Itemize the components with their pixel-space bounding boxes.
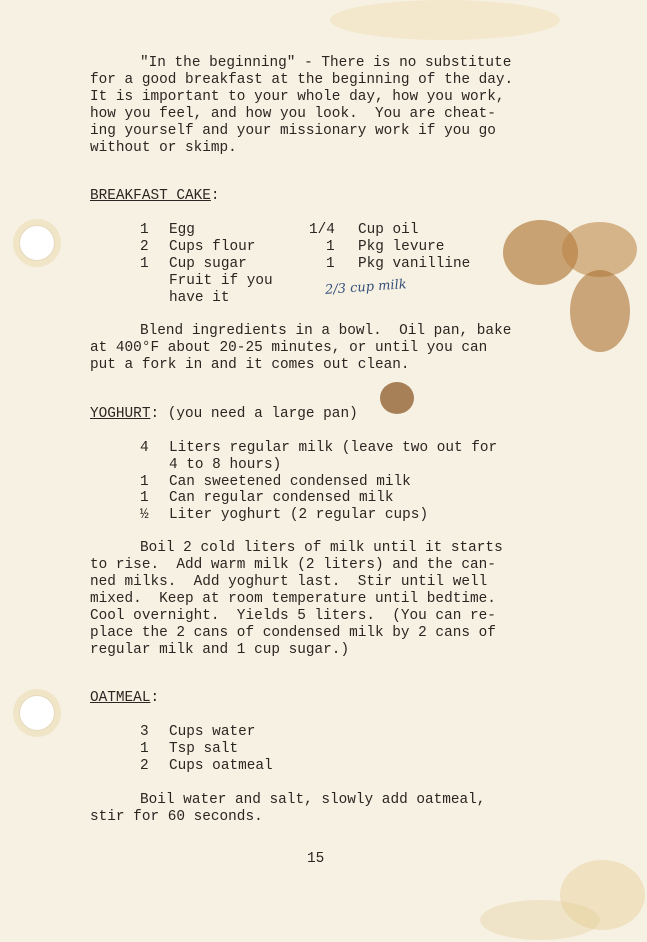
yoghurt-subtitle: : (you need a large pan) (150, 406, 358, 422)
ingredient-name: Cups oatmeal (169, 758, 273, 774)
instruction-line: place the 2 cans of condensed milk by 2 cans of (90, 625, 496, 641)
oatmeal-title: OATMEAL (90, 690, 151, 706)
breakfast-cake-title: BREAKFAST CAKE (90, 188, 211, 204)
intro-line: It is important to your whole day, how you work, (90, 89, 505, 105)
ingredient-qty: 1 (326, 239, 335, 255)
intro-line: for a good breakfast at the beginning of the day. (90, 72, 514, 88)
handwritten-note: 2/3 cup milk (324, 277, 408, 298)
ingredient-name: Tsp salt (169, 741, 239, 757)
ingredient-name: Fruit if you (169, 273, 273, 289)
ingredient-name: Pkg levure (358, 239, 445, 255)
ingredient-qty: 1 (140, 222, 149, 238)
binder-hole-bottom (19, 695, 55, 731)
instruction-line: regular milk and 1 cup sugar.) (90, 642, 350, 658)
intro-line: ing yourself and your missionary work if you go (90, 123, 496, 139)
instruction-line: to rise. Add warm milk (2 liters) and the can- (90, 557, 496, 573)
ingredient-name: Cup sugar (169, 256, 247, 272)
ingredient-name: have it (169, 290, 230, 306)
coffee-stain-drip (570, 270, 630, 352)
ingredient-qty: ½ (140, 507, 149, 523)
page-number: 15 (307, 851, 325, 867)
ingredient-name: Liter yoghurt (2 regular cups) (169, 507, 429, 523)
instruction-line: Cool overnight. Yields 5 liters. (You can re- (90, 608, 496, 624)
ingredient-qty: 4 (140, 440, 149, 456)
ingredient-qty: 2 (140, 758, 149, 774)
instruction-line: mixed. Keep at room temperature until bedtime. (90, 591, 496, 607)
ingredient-name: Can sweetened condensed milk (169, 474, 411, 490)
intro-line: "In the beginning" - There is no substitute (140, 55, 512, 71)
ingredient-qty: 1 (326, 256, 335, 272)
ingredient-qty: 2 (140, 239, 149, 255)
binder-hole-top (19, 225, 55, 261)
ingredient-name: Liters regular milk (leave two out for (169, 440, 498, 456)
intro-line: without or skimp. (90, 140, 237, 156)
breakfast-cake-heading (90, 188, 220, 205)
ingredient-qty: 1/4 (309, 222, 335, 238)
ingredient-qty: 1 (140, 256, 149, 272)
oatmeal-heading (90, 690, 159, 707)
ingredient-qty: 1 (140, 474, 149, 490)
heading-colon: : (210, 188, 220, 204)
ingredient-name: Cups flour (169, 239, 256, 255)
instruction-line: at 400°F about 20-25 minutes, or until you can (90, 340, 488, 356)
intro-line: how you feel, and how you look. You are cheat- (90, 106, 496, 122)
ingredient-name: Egg (169, 222, 195, 238)
yoghurt-heading (90, 406, 358, 423)
ingredient-name: Cup oil (358, 222, 419, 238)
ingredient-name: Cups water (169, 724, 256, 740)
instruction-line: ned milks. Add yoghurt last. Stir until well (90, 574, 488, 590)
instruction-line: Blend ingredients in a bowl. Oil pan, bake (140, 323, 512, 339)
instruction-line: Boil water and salt, slowly add oatmeal, (140, 792, 486, 808)
ingredient-name: 4 to 8 hours) (169, 457, 282, 473)
stain-bottom-center (480, 900, 600, 940)
ingredient-qty: 3 (140, 724, 149, 740)
stain-top-right (330, 0, 560, 40)
instruction-line: stir for 60 seconds. (90, 809, 263, 825)
ingredient-name: Pkg vanilline (358, 256, 471, 272)
coffee-spot-small (380, 382, 414, 414)
heading-colon: : (150, 690, 160, 706)
coffee-stain-ring (562, 222, 637, 277)
ingredient-qty: 1 (140, 490, 149, 506)
yoghurt-title: YOGHURT (90, 406, 151, 422)
ingredient-qty: 1 (140, 741, 149, 757)
ingredient-name: Can regular condensed milk (169, 490, 394, 506)
instruction-line: put a fork in and it comes out clean. (90, 357, 410, 373)
instruction-line: Boil 2 cold liters of milk until it starts (140, 540, 503, 556)
